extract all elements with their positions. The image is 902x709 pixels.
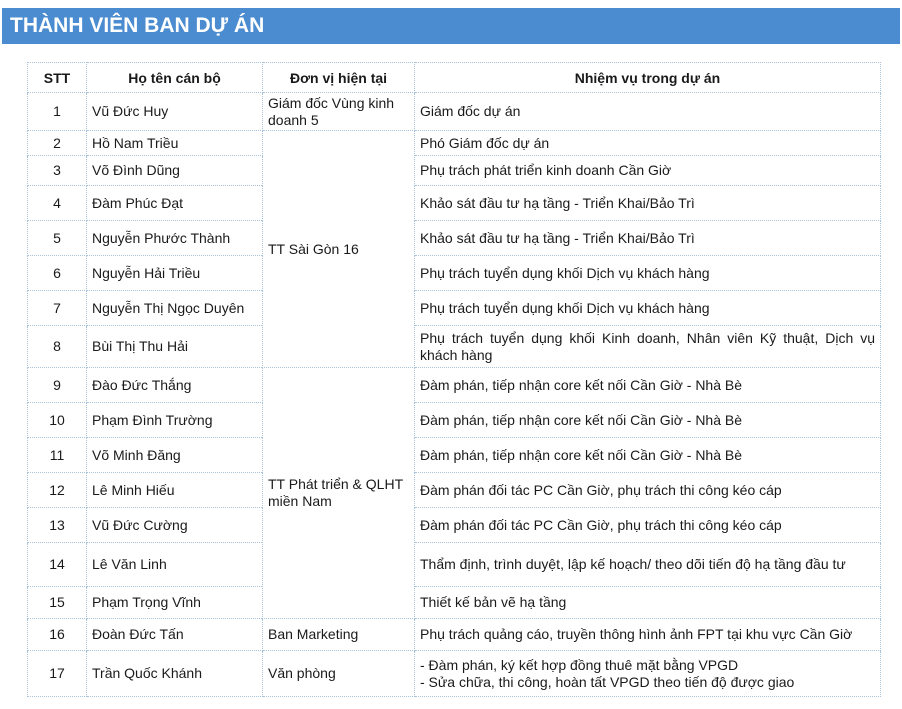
column-header-name: Họ tên cán bộ: [87, 63, 263, 93]
row-stt: 15: [28, 587, 87, 619]
row-name: Hồ Nam Triều: [87, 131, 263, 156]
row-name: Võ Đình Dũng: [87, 156, 263, 186]
row-name: Lê Minh Hiếu: [87, 473, 263, 508]
row-task: Phụ trách tuyển dụng khối Dịch vụ khách hàng: [415, 256, 881, 291]
table-row: [28, 587, 881, 619]
project-members-table: [27, 62, 881, 697]
row-stt: 11: [28, 438, 87, 473]
column-header-task: Nhiệm vụ trong dự án: [415, 63, 881, 93]
table-row: [28, 368, 881, 403]
table-row: [28, 508, 881, 543]
section-title: THÀNH VIÊN BAN DỰ ÁN: [2, 8, 900, 44]
table-row: [28, 438, 881, 473]
table-row: [28, 131, 881, 156]
row-name: Đoàn Đức Tấn: [87, 619, 263, 651]
row-name: Nguyễn Phước Thành: [87, 221, 263, 256]
row-stt: 6: [28, 256, 87, 291]
table-row: [28, 326, 881, 368]
row-stt: 9: [28, 368, 87, 403]
row-task: Khảo sát đầu tư hạ tầng - Triển Khai/Bảo Trì: [415, 186, 881, 221]
task-line: - Đàm phán, ký kết hợp đồng thuê mặt bằng VPGD: [420, 656, 739, 673]
row-name: Phạm Đình Trường: [87, 403, 263, 438]
row-task: Phụ trách quảng cáo, truyền thông hình ảnh FPT tại khu vực Cần Giờ: [415, 619, 881, 651]
table-row: [28, 651, 881, 697]
row-name: Nguyễn Thị Ngọc Duyên: [87, 291, 263, 326]
column-header-unit: Đơn vị hiện tại: [263, 63, 415, 93]
row-task: Giám đốc dự án: [415, 93, 881, 131]
row-unit: Văn phòng: [263, 651, 415, 697]
table-row: [28, 403, 881, 438]
row-name: Đào Đức Thắng: [87, 368, 263, 403]
table-row: [28, 156, 881, 186]
row-task: Phụ trách tuyển dụng khối Dịch vụ khách hàng: [415, 291, 881, 326]
row-unit: Giám đốc Vùng kinh doanh 5: [263, 93, 415, 131]
row-stt: 8: [28, 326, 87, 368]
row-stt: 1: [28, 93, 87, 131]
row-task: Đàm phán, tiếp nhận core kết nối Cần Giờ - Nhà Bè: [415, 438, 881, 473]
row-stt: 13: [28, 508, 87, 543]
row-unit-merged: TT Sài Gòn 16: [263, 131, 415, 368]
table-row: [28, 256, 881, 291]
row-name: Vũ Đức Huy: [87, 93, 263, 131]
table-row: [28, 221, 881, 256]
row-stt: 10: [28, 403, 87, 438]
row-task: Khảo sát đầu tư hạ tầng - Triển Khai/Bảo Trì: [415, 221, 881, 256]
row-stt: 17: [28, 651, 87, 697]
row-task: Phụ trách tuyển dụng khối Kinh doanh, Nhân viên Kỹ thuật, Dịch vụ khách hàng: [415, 326, 881, 368]
table-row: [28, 473, 881, 508]
row-name: Bùi Thị Thu Hải: [87, 326, 263, 368]
table-row: [28, 186, 881, 221]
row-task: Đàm phán, tiếp nhận core kết nối Cần Giờ - Nhà Bè: [415, 368, 881, 403]
row-stt: 4: [28, 186, 87, 221]
row-task: Thẩm định, trình duyệt, lập kế hoạch/ theo dõi tiến độ hạ tầng đầu tư: [415, 543, 881, 587]
row-name: Võ Minh Đăng: [87, 438, 263, 473]
table-row: [28, 93, 881, 131]
column-header-stt: STT: [28, 63, 87, 93]
row-unit: Ban Marketing: [263, 619, 415, 651]
row-stt: 12: [28, 473, 87, 508]
row-name: Lê Văn Linh: [87, 543, 263, 587]
row-unit-merged: TT Phát triển & QLHT miền Nam: [263, 368, 415, 619]
row-stt: 3: [28, 156, 87, 186]
row-name: Nguyễn Hải Triều: [87, 256, 263, 291]
row-stt: 16: [28, 619, 87, 651]
row-name: Trần Quốc Khánh: [87, 651, 263, 697]
row-name: Đàm Phúc Đạt: [87, 186, 263, 221]
row-task: Thiết kế bản vẽ hạ tầng: [415, 587, 881, 619]
table-row: [28, 619, 881, 651]
row-name: Vũ Đức Cường: [87, 508, 263, 543]
table-row: [28, 543, 881, 587]
row-stt: 14: [28, 543, 87, 587]
table-header-row: [28, 63, 881, 93]
row-task-multiline: [415, 651, 881, 697]
row-stt: 2: [28, 131, 87, 156]
row-task: Đàm phán, tiếp nhận core kết nối Cần Giờ - Nhà Bè: [415, 403, 881, 438]
task-line: - Sửa chữa, thi công, hoàn tất VPGD theo tiến độ được giao: [420, 673, 795, 690]
row-task: Đàm phán đối tác PC Cần Giờ, phụ trách thi công kéo cáp: [415, 508, 881, 543]
row-task: Phụ trách phát triển kinh doanh Cần Giờ: [415, 156, 881, 186]
table-row: [28, 291, 881, 326]
row-task: Đàm phán đối tác PC Cần Giờ, phụ trách thi công kéo cáp: [415, 473, 881, 508]
row-stt: 7: [28, 291, 87, 326]
row-task: Phó Giám đốc dự án: [415, 131, 881, 156]
row-stt: 5: [28, 221, 87, 256]
row-name: Phạm Trọng Vĩnh: [87, 587, 263, 619]
